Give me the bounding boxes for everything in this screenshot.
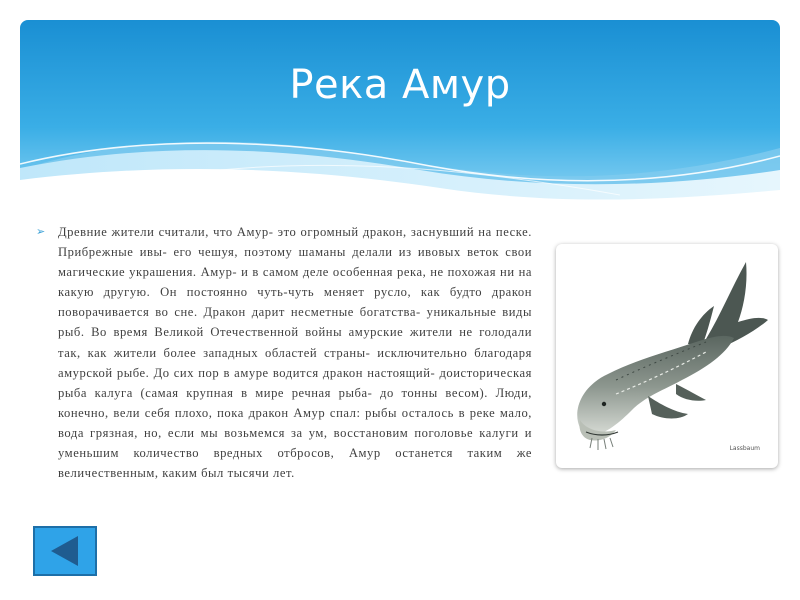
back-button[interactable]	[33, 526, 97, 576]
kaluga-fish-photo	[556, 244, 778, 468]
title-banner	[20, 20, 780, 215]
bullet-arrow-icon: ➢	[36, 226, 46, 238]
slide-title: Река Амур	[289, 62, 511, 108]
back-arrow-icon	[35, 528, 95, 574]
wave-banner-graphic	[20, 20, 780, 215]
body-paragraph: Древние жители считали, что Амур- это огромный дракон, заснувший на песке. Прибрежные ивы- его чешуя, поэтому шаманы делали из ивовых веток свои магические украшения. Амур- и в самом деле особенная река, не похожая ни на какую другую. Он постоянно чуть-чуть меняет русло, как будто дракон поворачивается во сне. Дракон дарит несметные богатства- уникальные виды рыб. Во время Великой Отечественной войны амурские жители не голодали так, как жители более западных областей страны- исключительно благодаря амурской рыбе. До сих пор в амуре водится дракон настоящий- доисторическая рыба калуга (самая крупная в мире речная рыба- до тонны весом). Люди, конечно, вели себя плохо, пока дракон Амур спал: рыбы осталось в реке мало, вода грязная, но, если мы возьмемся за ум, восстановим поголовье калуги и уменьшим количество вредных отбросов, Амур останется таким же величественным, каким был тысячи лет.	[58, 225, 532, 481]
fish-icon	[556, 244, 778, 468]
photo-caption: Lassbaum	[729, 445, 760, 452]
